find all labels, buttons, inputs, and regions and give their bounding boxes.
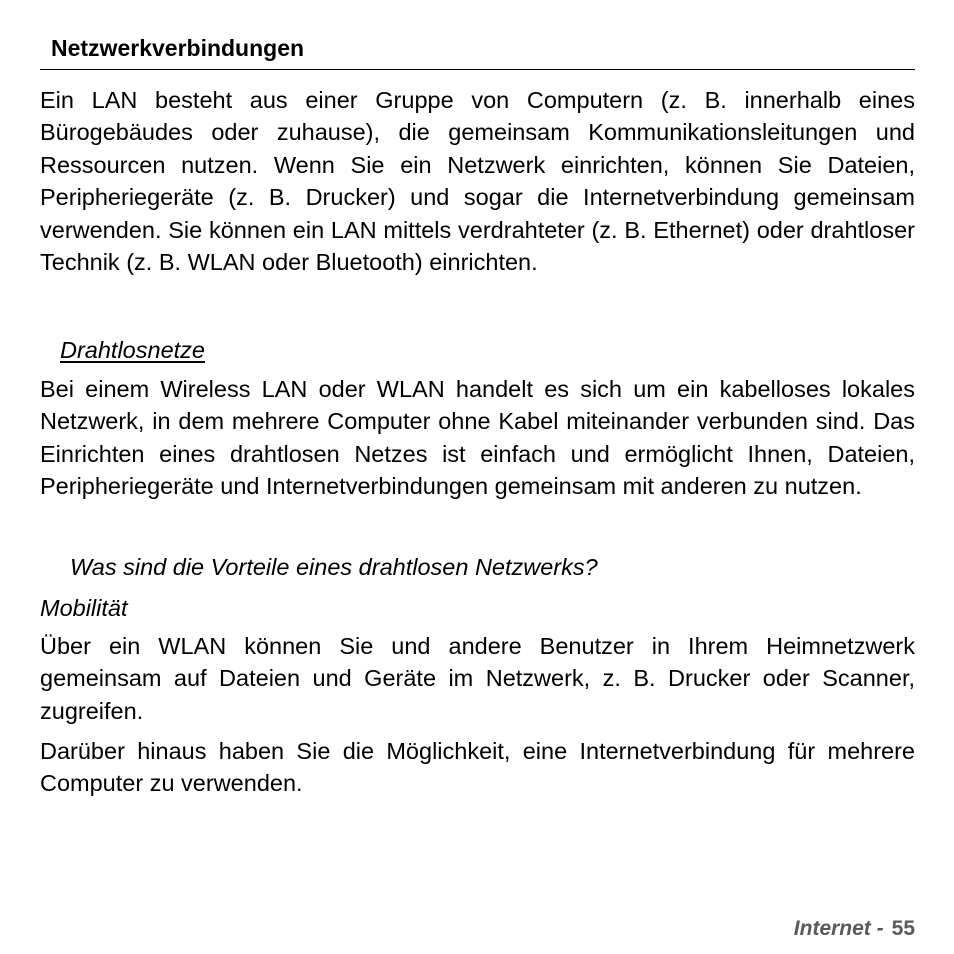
mobility-subheading: Mobilität xyxy=(40,595,128,621)
advantages-question: Was sind die Vorteile eines drahtlosen Netzwerks? xyxy=(70,554,598,580)
page-footer xyxy=(794,915,915,943)
mobility-paragraph-2: Darüber hinaus haben Sie die Möglichkeit, eine Internetverbindung für mehrere Computer zu verwenden. xyxy=(40,738,915,797)
page-number: 55 xyxy=(891,917,915,940)
footer-section-label: Internet - xyxy=(793,917,884,940)
heading-rule xyxy=(40,69,915,70)
wireless-subheading: Drahtlosnetze xyxy=(60,337,205,363)
document-page xyxy=(40,0,915,954)
intro-paragraph: Ein LAN besteht aus einer Gruppe von Computern (z. B. innerhalb eines Bürogebäudes oder zuhause), die gemeinsam Kommunikationsleitungen und Ressourcen nutzen. Wenn Sie ein Netzwerk einrichten, können Sie Dateien, Peripheriegeräte (z. B. Drucker) und sogar die Internetverbindung gemeinsam verwenden. Sie können ein LAN mittels verdrahteter (z. B. Ethernet) oder drahtloser Technik (z. B. WLAN oder Bluetooth) einrichten. xyxy=(40,87,915,276)
mobility-paragraph-1: Über ein WLAN können Sie und andere Benutzer in Ihrem Heimnetzwerk gemeinsam auf Dateien und Geräte im Netzwerk, z. B. Drucker oder Scanner, zugreifen. xyxy=(40,633,915,724)
wireless-paragraph: Bei einem Wireless LAN oder WLAN handelt es sich um ein kabelloses lokales Netzwerk, in dem mehrere Computer ohne Kabel miteinander verbunden sind. Das Einrichten eines drahtlosen Netzes ist einfach und ermöglicht Ihnen, Dateien, Peripheriegeräte und Internetverbindungen gemeinsam mit anderen zu nutzen. xyxy=(40,376,915,500)
section-heading: Netzwerkverbindungen xyxy=(51,35,305,61)
